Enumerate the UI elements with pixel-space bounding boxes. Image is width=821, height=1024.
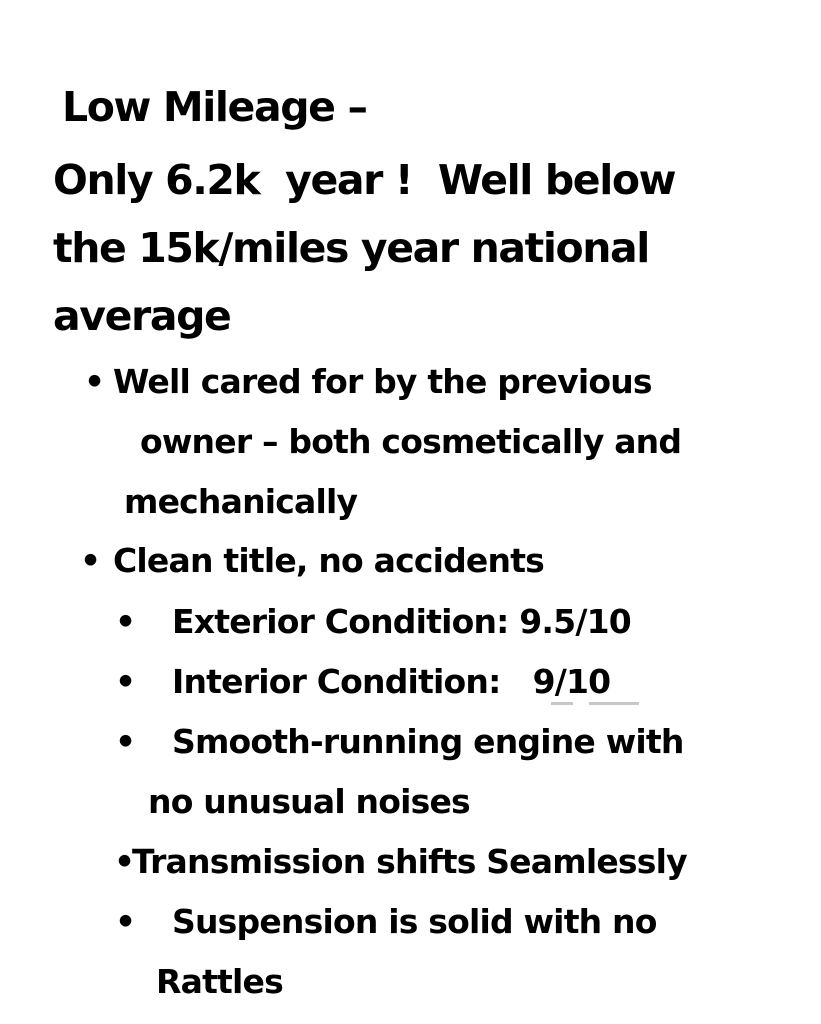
list-item-1-line-3: mechanically: [124, 482, 358, 521]
bullet-dot: •: [84, 362, 105, 401]
heading-line-1: Low Mileage –: [62, 83, 367, 131]
bullet-dot: •: [114, 842, 135, 881]
list-item-4-line-1: Interior Condition: 9/10: [172, 662, 611, 701]
list-item-7-line-2: Rattles: [156, 962, 283, 1001]
bullet-dot: •: [80, 541, 101, 580]
heading-line-2: Only 6.2k year ! Well below: [53, 156, 676, 204]
bullet-dot: •: [115, 662, 136, 701]
bullet-dot: •: [115, 902, 136, 941]
bullet-dot: •: [115, 722, 136, 761]
list-item-5-line-2: no unusual noises: [148, 782, 470, 821]
list-item-5-line-1: Smooth-running engine with: [172, 722, 684, 761]
heading-line-3: the 15k/miles year national: [53, 224, 649, 272]
list-item-7-line-1: Suspension is solid with no: [172, 902, 657, 941]
spellcheck-underline: [551, 702, 573, 705]
list-item-2-line-1: Clean title, no accidents: [113, 541, 545, 580]
list-item-6-line-1: Transmission shifts Seamlessly: [132, 842, 687, 881]
list-item-1-line-1: Well cared for by the previous: [113, 362, 652, 401]
list-item-3-line-1: Exterior Condition: 9.5/10: [172, 602, 631, 641]
spellcheck-underline: [589, 702, 639, 705]
heading-line-4: average: [53, 292, 231, 340]
list-item-1-line-2: owner – both cosmetically and: [140, 422, 682, 461]
bullet-dot: •: [115, 602, 136, 641]
